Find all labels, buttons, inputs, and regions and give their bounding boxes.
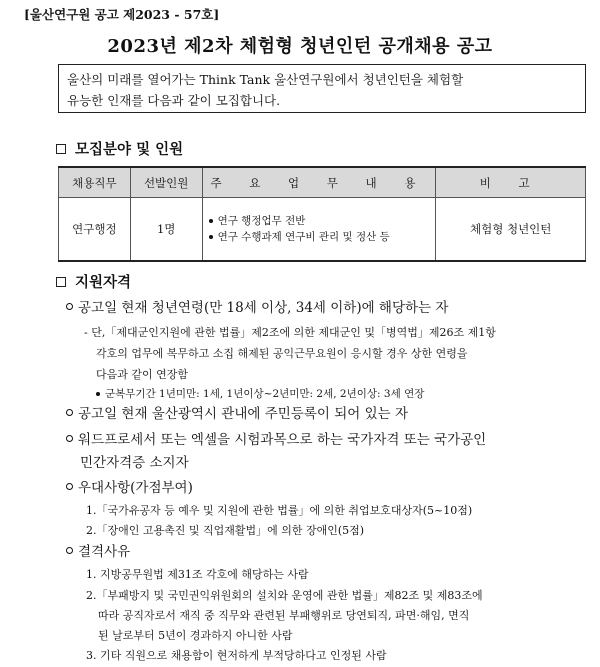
header-duties: 주 요 업 무 내 용 xyxy=(202,167,436,198)
cell-duties xyxy=(202,198,436,262)
bullet-icon xyxy=(209,219,213,223)
disqualification-item-2-line-3: 된 날로부터 5년이 경과하지 아니한 사람 xyxy=(98,629,293,642)
header-count: 선발인원 xyxy=(130,167,202,198)
duty-item xyxy=(209,213,435,229)
doc-number: [울산연구원 공고 제2023 - 57호] xyxy=(24,7,220,22)
header-job: 채용직무 xyxy=(59,167,131,198)
preference-item-2: 2.「장애인 고용촉진 및 직업재활법」에 의한 장애인(5점) xyxy=(86,524,365,537)
circle-bullet-icon xyxy=(66,547,73,554)
square-bullet-icon xyxy=(56,277,66,287)
cell-job: 연구행정 xyxy=(59,198,131,262)
recruitment-table xyxy=(58,166,586,262)
age-note-line-3: 다음과 같이 연장함 xyxy=(96,368,189,381)
age-requirement: 공고일 현재 청년연령(만 18세 이상, 34세 이하)에 해당하는 자 xyxy=(66,296,448,316)
certificate-requirement: 워드프로세서 또는 엑셀을 시험과목으로 하는 국가자격 또는 국가공인 xyxy=(66,428,486,448)
intro-box xyxy=(58,64,586,113)
preference-item-1: 1.「국가유공자 등 예우 및 지원에 관한 법률」에 의한 취업보호대상자(5~10점) xyxy=(86,504,473,517)
disqualification-heading: 결격사유 xyxy=(66,540,130,560)
bullet-icon xyxy=(96,392,100,396)
age-note-line-2: 각호의 업무에 복무하고 소집 해제된 공익근무요원이 응시할 경우 상한 연령을 xyxy=(96,347,468,360)
table-row xyxy=(59,198,586,262)
section-eligibility-title: 지원자격 xyxy=(75,274,132,291)
preference-heading: 우대사항(가점부여) xyxy=(66,476,193,496)
square-bullet-icon xyxy=(56,144,66,154)
cell-count: 1명 xyxy=(130,198,202,262)
duty-text: 연구 수행과제 연구비 관리 및 정산 등 xyxy=(217,231,390,243)
bullet-icon xyxy=(209,235,213,239)
circle-bullet-icon xyxy=(66,435,73,442)
circle-bullet-icon xyxy=(66,409,73,416)
section-recruitment-title: 모집분야 및 인원 xyxy=(75,141,184,158)
table-header-row xyxy=(59,167,586,198)
intro-line-1: 울산의 미래를 열어가는 Think Tank 울산연구원에서 청년인턴을 체험할 xyxy=(67,72,464,87)
disqualification-item-2: 2.「부패방지 및 국민권익위원회의 설치와 운영에 관한 법률」제82조 및 제83조에 xyxy=(86,589,483,602)
duty-text: 연구 행정업무 전반 xyxy=(217,215,306,227)
age-note-line-1: - 단,「제대군인지원에 관한 법률」제2조에 의한 제대군인 및「병역법」제26조 제1항 xyxy=(84,326,496,339)
section-recruitment-heading xyxy=(56,138,183,159)
military-extension: 군복무기간 1년미만: 1세, 1년이상~2년미만: 2세, 2년이상: 3세 연장 xyxy=(96,386,424,401)
disqualification-item-1: 1. 지방공무원법 제31조 각호에 해당하는 사람 xyxy=(86,568,309,581)
page-title: 2023년 제2차 체험형 청년인턴 공개채용 공고 xyxy=(107,36,493,57)
residence-requirement: 공고일 현재 울산광역시 관내에 주민등록이 되어 있는 자 xyxy=(66,402,408,422)
intro-line-2: 유능한 인재를 다음과 같이 모집합니다. xyxy=(67,93,281,108)
disqualification-item-3: 3. 기타 직원으로 채용함이 현저하게 부적당하다고 인정된 사람 xyxy=(86,649,387,662)
circle-bullet-icon xyxy=(66,483,73,490)
disqualification-item-2-line-2: 따라 공직자로서 재직 중 직무와 관련된 부패행위로 당연퇴직, 파면·해임, 면직 xyxy=(98,609,470,622)
duty-item xyxy=(209,229,435,245)
section-eligibility-heading xyxy=(56,271,131,292)
cell-note: 체험형 청년인턴 xyxy=(436,198,586,262)
circle-bullet-icon xyxy=(66,303,73,310)
certificate-requirement-line-2: 민간자격증 소지자 xyxy=(80,455,189,471)
header-note: 비 고 xyxy=(436,167,586,198)
